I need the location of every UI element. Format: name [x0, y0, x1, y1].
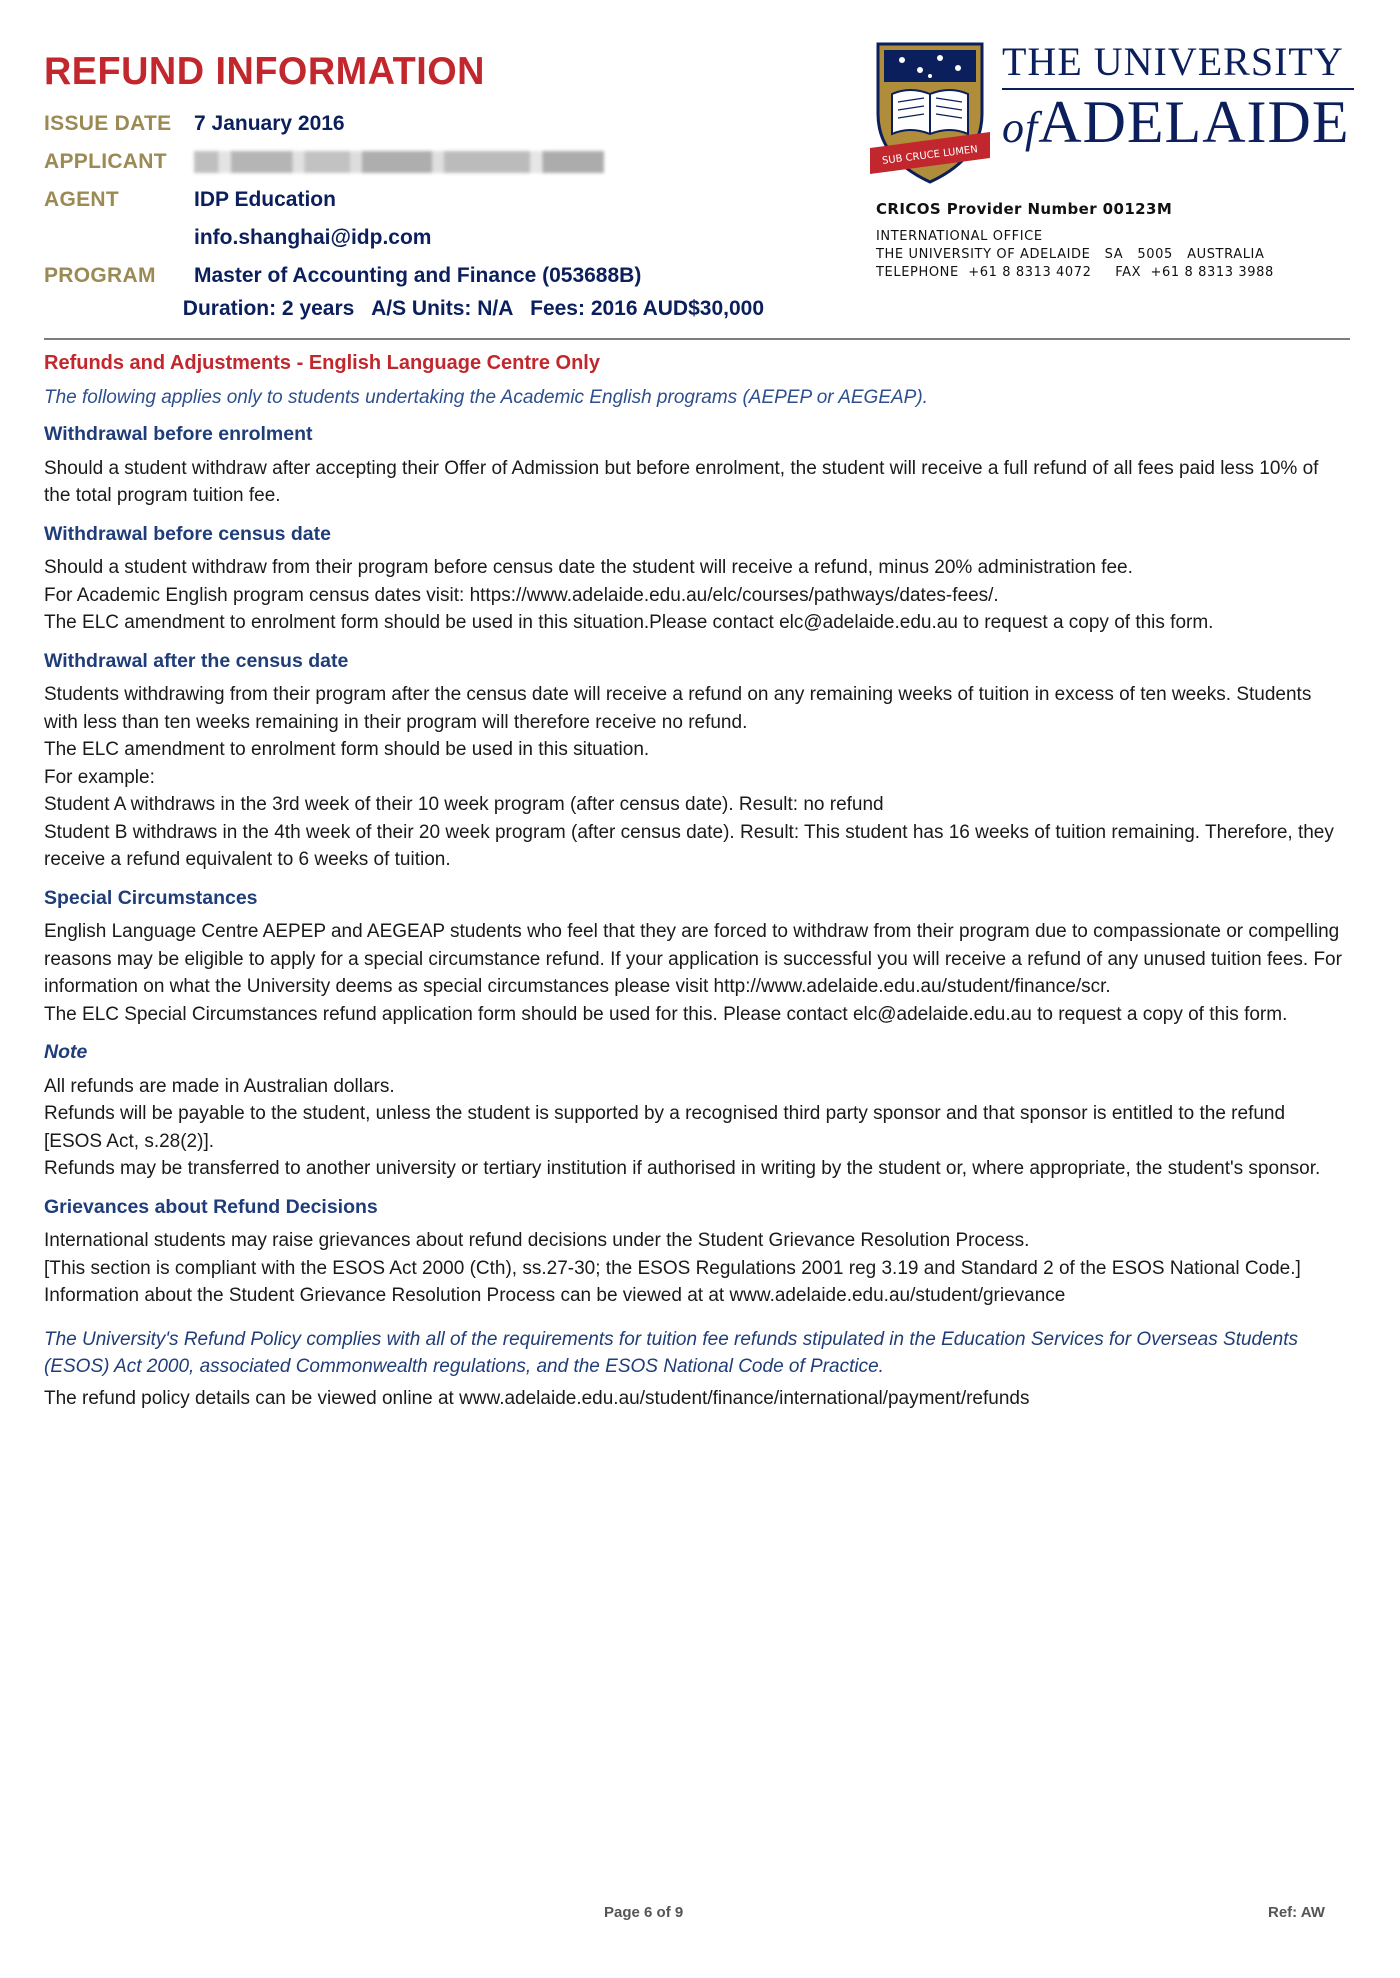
agent-email-row: [44, 226, 764, 264]
university-name-of: of: [1002, 103, 1039, 152]
section-intro: The following applies only to students undertaking the Academic English programs (AEPEP or AEGEAP).: [44, 386, 928, 408]
reference-code: Ref: AW: [1268, 1904, 1325, 1921]
applicant-name-redacted: [194, 150, 604, 174]
policy-compliance-statement: The University's Refund Policy complies with all of the requirements for tuition fee refunds stipulated in the Education Services for Overseas Students (ESOS) Act 2000, associated Commonwealth regulations, and the ESOS National Code of Practice.: [44, 1328, 1299, 1377]
text-special-circumstances-line1: English Language Centre AEPEP and AEGEAP students who feel that they are forced to withdraw from their program due to compassionate or compelling reasons may be eligible to apply for a special circumstance refund. If your application is successful you will receive a refund of any unused tuition fees. For information on what the University deems as special circumstances please visit http://www.adelaide.edu.au/student/finance/scr.: [44, 921, 1342, 997]
text-note-line1: All refunds are made in Australian dollars.: [44, 1075, 395, 1097]
text-after-census-line3: For example:: [44, 766, 155, 788]
header-divider: [44, 338, 1350, 340]
text-special-circumstances-line2: The ELC Special Circumstances refund application form should be used for this. Please contact elc@adelaide.edu.au to request a copy of this form.: [44, 1003, 1288, 1025]
university-name-adelaide: ADELAIDE: [1038, 89, 1350, 155]
text-grievances-line2: [This section is compliant with the ESOS Act 2000 (Cth), ss.27-30; the ESOS Regulations 2001 reg 3.19 and Standard 2 of the ESOS National Code.]: [44, 1257, 1301, 1279]
applicant-row: [44, 150, 764, 188]
office-contact: TELEPHONE +61 8 8313 4072 FAX +61 8 8313 3988: [876, 265, 1274, 280]
text-grievances-line1: International students may raise grievances about refund decisions under the Student Grievance Resolution Process.: [44, 1230, 1030, 1251]
issue-date-label: ISSUE DATE: [44, 112, 172, 135]
text-before-census-line3: The ELC amendment to enrolment form should be used in this situation.Please contact elc@adelaide.edu.au to request a copy of this form.: [44, 612, 1214, 633]
office-name: INTERNATIONAL OFFICE: [876, 229, 1043, 244]
office-street: THE UNIVERSITY OF ADELAIDE SA 5005 AUSTRALIA: [876, 247, 1265, 262]
applicant-details: [44, 112, 764, 335]
text-note-line3: Refunds may be transferred to another university or tertiary institution if authorised in writing by the student or, where appropriate, the student's sponsor.: [44, 1158, 1321, 1179]
applicant-label: APPLICANT: [44, 150, 167, 173]
text-note-line2: Refunds will be payable to the student, unless the student is supported by a recognised third party sponsor and that sponsor is entitled to the refund [ESOS Act, s.28(2)].: [44, 1103, 1286, 1152]
university-name-line1: THE UNIVERSITY: [1002, 39, 1344, 84]
cricos-provider-number: CRICOS Provider Number 00123M: [876, 200, 1173, 218]
text-after-census-line4: Student A withdraws in the 3rd week of their 10 week program (after census date). Result: no refund: [44, 794, 884, 815]
program-details: Duration: 2 years A/S Units: N/A Fees: 2016 AUD$30,000: [182, 297, 764, 320]
refund-policy-body: [44, 350, 1344, 1412]
agent-row: [44, 188, 764, 226]
text-grievances-line3: Information about the Student Grievance Resolution Process can be viewed at at www.adelaide.edu.au/student/grievance: [44, 1285, 1066, 1306]
text-before-census-line1: Should a student withdraw from their program before census date the student will receive a refund, minus 20% administration fee.: [44, 557, 1133, 578]
heading-special-circumstances: Special Circumstances: [44, 886, 258, 909]
program-label: PROGRAM: [44, 264, 156, 287]
program-details-row: [44, 297, 764, 335]
university-crest-logo: [870, 36, 990, 186]
issue-date-value: 7 January 2016: [194, 112, 345, 135]
text-after-census-line5: Student B withdraws in the 4th week of their 20 week program (after census date). Result: This student has 16 weeks of tuition remaining. Therefore, they receive a refund equivalent to 6 weeks of tuition.: [44, 821, 1334, 870]
redaction-blur: [194, 151, 604, 173]
text-withdrawal-before-enrolment: Should a student withdraw after accepting their Offer of Admission but before enrolment, the student will receive a full refund of all fees paid less 10% of the total program tuition fee.: [44, 457, 1319, 506]
agent-label: AGENT: [44, 188, 119, 211]
section-heading: Refunds and Adjustments - English Language Centre Only: [44, 352, 600, 374]
university-name-line2: [1002, 88, 1350, 157]
text-before-census-line2: For Academic English program census dates visit: https://www.adelaide.edu.au/elc/courses/pathways/dates-fees/.: [44, 584, 999, 606]
agent-name: IDP Education: [194, 188, 336, 211]
program-name: Master of Accounting and Finance (053688B): [194, 264, 642, 287]
heading-withdrawal-before-enrolment: Withdrawal before enrolment: [44, 423, 313, 445]
policy-online-link: The refund policy details can be viewed online at www.adelaide.edu.au/student/finance/international/payment/refunds: [44, 1387, 1030, 1409]
document-title: REFUND INFORMATION: [44, 50, 485, 93]
page-number: Page 6 of 9: [604, 1904, 684, 1921]
crest-ribbon-text: SUB CRUCE LUMEN: [881, 144, 979, 167]
heading-withdrawal-after-census: Withdrawal after the census date: [44, 649, 349, 672]
agent-email: info.shanghai@idp.com: [194, 226, 432, 249]
heading-grievances: Grievances about Refund Decisions: [44, 1195, 378, 1218]
text-after-census-line1: Students withdrawing from their program after the census date will receive a refund on any remaining weeks of tuition in excess of ten weeks. Students with less than ten weeks remaining in their program will therefore receive no refund.: [44, 684, 1312, 733]
heading-note: Note: [44, 1041, 88, 1063]
program-row: [44, 264, 764, 297]
office-address: [876, 228, 1274, 282]
university-branding: [870, 36, 1370, 316]
heading-withdrawal-before-census: Withdrawal before census date: [44, 522, 331, 545]
issue-date-row: [44, 112, 764, 150]
text-after-census-line2: The ELC amendment to enrolment form should be used in this situation.: [44, 739, 650, 760]
